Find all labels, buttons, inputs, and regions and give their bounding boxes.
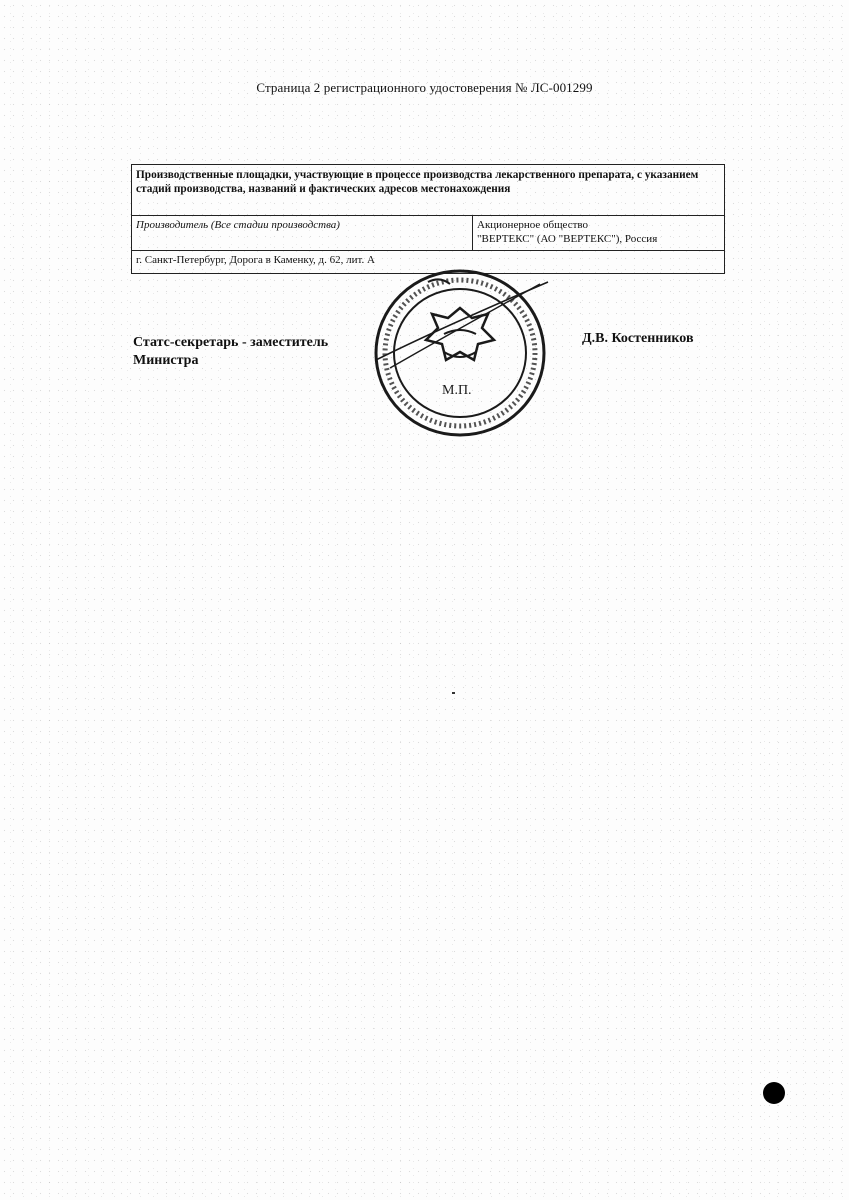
signer-title-line-2: Министра [133, 353, 199, 368]
manufacturer-address: г. Санкт-Петербург, Дорога в Каменку, д. 62, лит. А [132, 250, 725, 273]
filled-circle-icon [763, 1082, 785, 1104]
official-seal-icon [360, 268, 560, 438]
scan-speck [452, 692, 455, 694]
signer-title [133, 334, 328, 370]
manufacturer-company [473, 216, 725, 251]
company-line-1: Акционерное общество [477, 219, 589, 231]
page-header: Страница 2 регистрационного удостоверения № ЛС-001299 [256, 80, 593, 95]
production-sites-table [131, 164, 725, 274]
signer-title-line-1: Статс-секретарь - заместитель [133, 335, 329, 350]
seal-mark: М.П. [442, 383, 472, 398]
company-line-2: "ВЕРТЕКС" (АО "ВЕРТЕКС"), Россия [477, 232, 658, 245]
manufacturer-role: Производитель (Все стадии производства) [132, 216, 473, 251]
sites-table-heading: Производственные площадки, участвующие в процессе производства лекарственного препарата, с указанием стадий производства, названий и фактических адресов местонахождения [132, 165, 725, 216]
signer-name: Д.В. Костенников [582, 331, 694, 346]
